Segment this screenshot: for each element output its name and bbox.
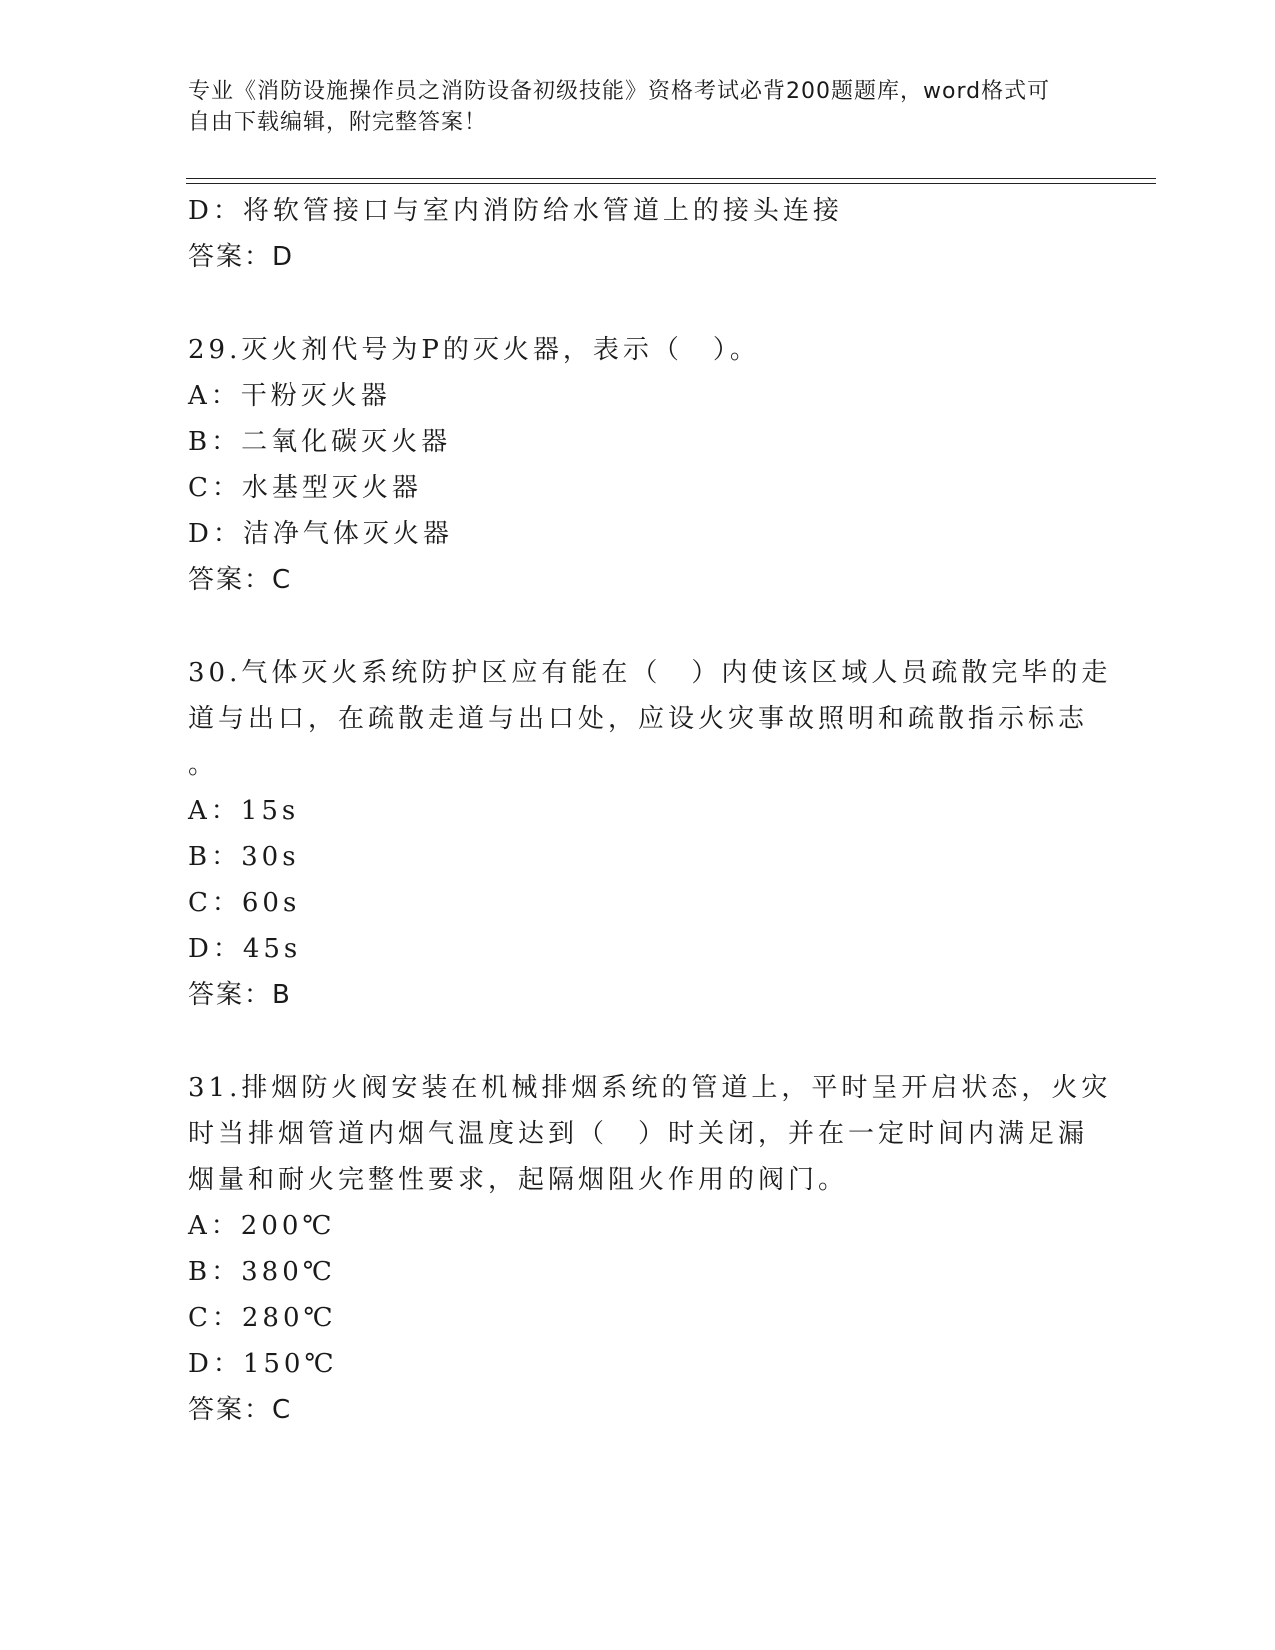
question-30	[188, 650, 1112, 1018]
q30-option-b: B：30s	[188, 842, 300, 872]
q30-option-a: A：15s	[188, 796, 300, 826]
q31-option-b: B：380℃	[188, 1257, 336, 1287]
q28-option-d: D：将软管接口与室内消防给水管道上的接头连接	[188, 196, 843, 226]
q29-option-b: B：二氧化碳灭火器	[188, 427, 452, 457]
question-content	[188, 188, 1112, 1433]
q31-stem-line-2: 时当排烟管道内烟气温度达到（ ）时关闭，并在一定时间内满足漏	[188, 1119, 1089, 1149]
question-31	[188, 1065, 1112, 1433]
q31-option-a: A：200℃	[188, 1211, 336, 1241]
q28-answer: 答案：D	[188, 242, 295, 272]
q31-stem-line-3: 烟量和耐火完整性要求，起隔烟阻火作用的阀门。	[188, 1165, 849, 1195]
q31-option-d: D：150℃	[188, 1349, 338, 1379]
q29-answer: 答案：C	[188, 565, 293, 595]
q30-option-c: C：60s	[188, 888, 301, 918]
q30-option-d: D：45s	[188, 934, 302, 964]
question-29	[188, 327, 1088, 603]
header-rule-bottom	[186, 183, 1156, 184]
document-header: 专业《消防设施操作员之消防设备初级技能》资格考试必背200题题库，word格式可自由下载编辑，附完整答案！	[188, 79, 1051, 135]
q29-option-a: A：干粉灭火器	[188, 381, 391, 411]
q30-answer: 答案：B	[188, 980, 292, 1010]
q31-answer: 答案：C	[188, 1395, 293, 1425]
q31-stem-line-1: 31.排烟防火阀安装在机械排烟系统的管道上，平时呈开启状态，火灾	[188, 1073, 1112, 1103]
q29-option-d: D：洁净气体灭火器	[188, 519, 453, 549]
q30-stem-line-3: 。	[188, 750, 219, 780]
header-rule-top	[186, 178, 1156, 179]
q31-option-c: C：280℃	[188, 1303, 337, 1333]
q30-stem-line-2: 道与出口，在疏散走道与出口处，应设火灾事故照明和疏散指示标志	[188, 704, 1089, 734]
q29-stem: 29.灭火剂代号为P的灭火器，表示（ ）。	[188, 335, 760, 365]
q30-stem-line-1: 30.气体灭火系统防护区应有能在（ ）内使该区域人员疏散完毕的走	[188, 658, 1112, 688]
q29-option-c: C：水基型灭火器	[188, 473, 422, 503]
